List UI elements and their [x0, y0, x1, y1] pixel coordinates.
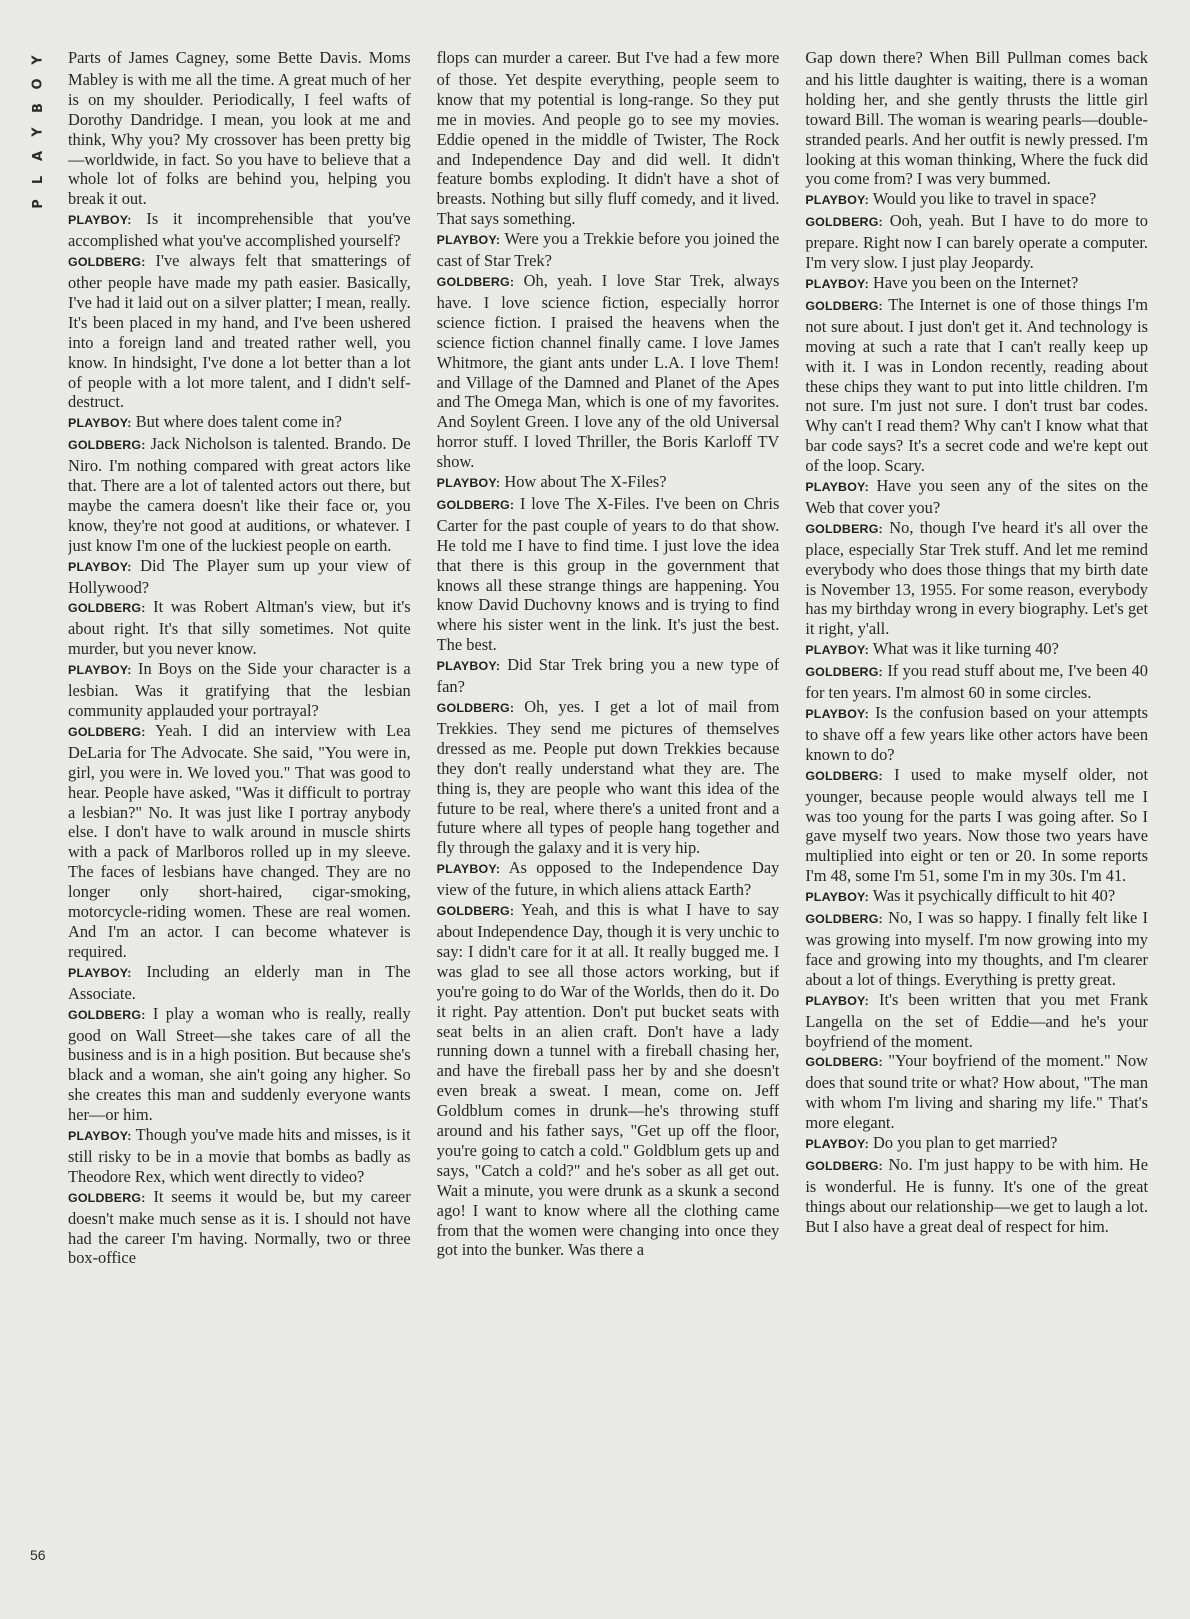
speaker-label: GOLDBERG:	[436, 497, 515, 512]
interview-paragraph	[805, 189, 1148, 211]
paragraph-text: I play a woman who is really, really good on Wall Street—she takes care of all the business and is in a high position. But because she's black and a woman, she ain't going any higher. So she creates this man and suddenly everyone wants her—or him.	[68, 1003, 411, 1125]
interview-paragraph	[68, 962, 411, 1004]
interview-paragraph	[437, 697, 780, 858]
paragraph-text: Gap down there? When Bill Pullman comes back and his little daughter is waiting, there is a woman holding her, and she gently thrusts the little girl toward Bill. The woman is wearing pearls—double-stranded pearls. And her outfit is newly pressed. I'm looking at this woman thinking, Where the fuck did you come from? I was very bummed.	[805, 48, 1149, 189]
paragraph-text: Have you seen any of the sites on the Web that cover you?	[805, 476, 1148, 517]
speaker-label: PLAYBOY:	[805, 643, 869, 658]
paragraph-text: Would you like to travel in space?	[872, 189, 1097, 209]
paragraph-text: Jack Nicholson is talented. Brando. De Niro. I'm nothing compared with great actors like that. There are a lot of talented actors out there, but maybe the camera doesn't like their face or, you know, they're not good at auditions, or whatever. I just know I'm one of the luckiest people on earth.	[68, 434, 411, 555]
paragraph-text: Do you plan to get married?	[873, 1133, 1058, 1153]
paragraph-text: Did Star Trek bring you a new type of fan?	[436, 655, 780, 697]
interview-paragraph	[805, 886, 1148, 908]
speaker-label: GOLDBERG:	[436, 904, 515, 919]
speaker-label: GOLDBERG:	[68, 1190, 146, 1205]
paragraph-text: It seems it would be, but my career doesn't make much sense as it is. I should not have had the career I'm having. Normally, two or three box-office	[68, 1186, 411, 1268]
paragraph-text: It's been written that you met Frank Langella on the set of Eddie—and he's your boyfriend of the moment.	[805, 989, 1149, 1051]
interview-paragraph	[805, 48, 1148, 189]
speaker-label: PLAYBOY:	[68, 1129, 132, 1144]
speaker-label: PLAYBOY:	[68, 559, 132, 574]
paragraph-text: Including an elderly man in The Associate.	[68, 961, 411, 1003]
speaker-label: PLAYBOY:	[805, 276, 869, 291]
speaker-label: GOLDBERG:	[68, 1007, 146, 1022]
interview-paragraph	[805, 703, 1148, 765]
paragraph-text: I love The X-Files. I've been on Chris Carter for the past couple of years to do that show. He told me I have to find time. I just love the idea that there is this group in the government that knows all these strange things are happening. You know David Duchovny knows and is trying to find where his sister went in the link. It's just the best. The best.	[436, 493, 780, 655]
paragraph-text: Though you've made hits and misses, is it still risky to be in a movie that bombs as badly as Theodore Rex, which went directly to video?	[68, 1125, 411, 1186]
paragraph-text: Is the confusion based on your attempts to shave off a few years like other actors have been known to do?	[805, 703, 1149, 764]
paragraph-text: No, though I've heard it's all over the place, especially Star Trek stuff. And let me remind everybody who does those things that my birth date is November 13, 1955. For some reason, everybody has my birthday wrong in every biography. Let's get it right, y'all.	[805, 517, 1149, 639]
paragraph-text: In Boys on the Side your character is a lesbian. Was it gratifying that the lesbian community applauded your portrayal?	[68, 659, 411, 720]
paragraph-text: flops can murder a career. But I've had a few more of those. Yet despite everything, people seem to know that my potential is long-range. So they put me in movies. And people go to see my movies. Eddie opened in the middle of Twister, The Rock and Independence Day and did well. It didn't feature bombs exploding. It didn't have a shot of breasts. Nothing but silly fluff comedy, and it lived. That says something.	[436, 48, 780, 229]
speaker-label: PLAYBOY:	[68, 965, 132, 980]
speaker-label: PLAYBOY:	[436, 659, 501, 674]
speaker-label: GOLDBERG:	[805, 665, 883, 680]
speaker-label: GOLDBERG:	[805, 912, 883, 927]
sidebar-letter: A	[31, 150, 46, 162]
speaker-label: PLAYBOY:	[68, 416, 132, 431]
paragraph-text: Yeah, and this is what I have to say about Independence Day, though it is very unchic to say: I didn't care for it at all. It really bugged me. I was glad to see all those actors working, but if you're going to do War of the Worlds, then do it. Do it right. Pay attention. Don't put bucket seats with seat belts in an alien craft. Don't have a lady running down a tunnel with a fireball chasing her, and have the fireball pass her by and she doesn't even break a sweat. I mean, come on. Jeff Goldblum comes in drunk—he's throwing stuff around and his father says, "Get up off the floor, you're going to catch a cold." Goldblum gets up and says, "Catch a cold?" and he's sober as all get out. Wait a minute, you were drunk as a skunk a second ago! I want to know where all the clothing came from that the women were changing into once they got into the bunker. Was there a	[436, 900, 780, 1260]
interview-paragraph	[68, 209, 411, 251]
speaker-label: GOLDBERG:	[68, 601, 146, 616]
article-body	[68, 48, 1148, 1596]
speaker-label: PLAYBOY:	[436, 862, 501, 877]
sidebar-letter: O	[31, 78, 46, 90]
sidebar-letter: P	[31, 199, 46, 209]
paragraph-text: No, I was so happy. I finally felt like I was growing into myself. I'm now growing into my face and growing into my thoughts, and I'm clearer about a lot of things. Everything is pretty great.	[805, 908, 1149, 989]
interview-paragraph	[68, 721, 411, 962]
interview-paragraph	[437, 858, 780, 900]
interview-paragraph	[805, 295, 1148, 476]
speaker-label: GOLDBERG:	[68, 255, 146, 270]
paragraph-text: As opposed to the Independence Day view of the future, in which aliens attack Earth?	[436, 858, 780, 900]
interview-paragraph	[805, 273, 1148, 295]
speaker-label: PLAYBOY:	[805, 480, 869, 495]
interview-paragraph	[805, 908, 1148, 990]
interview-paragraph	[805, 639, 1148, 661]
speaker-label: GOLDBERG:	[805, 215, 883, 230]
speaker-label: GOLDBERG:	[436, 701, 515, 715]
paragraph-text: The Internet is one of those things I'm not sure about. I just don't get it. And technology is moving at such a rate that I can't really keep up with it. I was in London recently, reading about these chips they want to put into little children. I'm not sure. I'm just not sure. I don't trust bar codes. Why can't I read them? Why can't I know what that bar code says? It's a secret code and we're kept out of the loop. Scary.	[805, 294, 1149, 476]
speaker-label: GOLDBERG:	[805, 521, 883, 536]
interview-paragraph	[805, 518, 1148, 639]
speaker-label: PLAYBOY:	[805, 193, 869, 208]
speaker-label: PLAYBOY:	[68, 663, 132, 678]
interview-paragraph	[805, 476, 1148, 518]
interview-paragraph	[68, 1125, 411, 1187]
interview-paragraph	[68, 1187, 411, 1269]
speaker-label: PLAYBOY:	[436, 233, 501, 248]
paragraph-text: Yeah. I did an interview with Lea DeLaria for The Advocate. She said, "You were in, girl, you were in. We loved you." That was good to hear. People have asked, "Was it difficult to portray a lesbian?" No. It was just like I portray anybody else. I don't have to walk around in muscle shirts with a pack of Marlboros rolled up in my sleeve. The faces of lesbians have changed. They are no longer only short-haired, cigar-smoking, motorcycle-riding women. These are real women. And I'm an actor. I can become whatever is required.	[68, 720, 411, 961]
interview-paragraph	[805, 211, 1148, 273]
sidebar-letter: Y	[30, 127, 46, 137]
interview-paragraph	[68, 1004, 411, 1125]
paragraph-text: But where does talent come in?	[135, 412, 342, 432]
paragraph-text: Parts of James Cagney, some Bette Davis. Moms Mabley is with me all the time. A great much of her is on my shoulder. Periodically, I feel wafts of Dorothy Dandridge. I mean, you look at me and think, Why you? My crossover has been pretty big—worldwide, in fact. So you have to believe that a whole lot of folks are behind you, helping you break it out.	[68, 48, 411, 209]
paragraph-text: How about The X-Files?	[504, 472, 667, 492]
paragraph-text: Was it psychically difficult to hit 40?	[872, 886, 1116, 906]
column-1	[68, 48, 411, 1596]
speaker-label: GOLDBERG:	[436, 274, 515, 289]
interview-paragraph	[805, 661, 1148, 703]
paragraph-text: What was it like turning 40?	[872, 639, 1059, 659]
paragraph-text: If you read stuff about me, I've been 40 for ten years. I'm almost 60 in some circles.	[805, 661, 1149, 703]
sidebar-letter: B	[30, 103, 46, 113]
paragraph-text: Were you a Trekkie before you joined the cast of Star Trek?	[436, 229, 780, 271]
interview-paragraph	[805, 765, 1148, 886]
paragraph-text: No. I'm just happy to be with him. He is wonderful. He is funny. It's one of the great things about our relationship—we get to laugh a lot. But I also have a great deal of respect for him.	[805, 1154, 1149, 1236]
interview-paragraph	[437, 494, 780, 655]
interview-paragraph	[68, 251, 411, 412]
paragraph-text: Have you been on the Internet?	[873, 272, 1079, 292]
paragraph-text: Oh, yes. I get a lot of mail from Trekkies. They send me pictures of themselves dressed as me. People put down Trekkies because they don't really understand what they are. The thing is, they are people who want this idea of the future to be real, where there's a united front and a future where all types of people hang together and fly through the galaxy and it is very hip.	[436, 697, 780, 858]
interview-paragraph	[805, 990, 1148, 1052]
speaker-label: PLAYBOY:	[805, 993, 869, 1008]
sidebar-letter: Y	[30, 55, 46, 65]
speaker-label: GOLDBERG:	[805, 1158, 883, 1173]
paragraph-text: Oh, yeah. I love Star Trek, always have. I love science fiction, especially horror science fiction. I praised the heavens when the science fiction channel finally came. I love James Whitmore, the giant ants under L.A. I love Them! and Village of the Damned and Planet of the Apes and The Omega Man, which is one of my favorites. And Soylent Green. I love any of the old Universal horror stuff. I loved Thriller, the Boris Karloff TV show.	[436, 270, 780, 472]
speaker-label: PLAYBOY:	[805, 1137, 869, 1152]
paragraph-text: I used to make myself older, not younger, because people would always tell me I was too young for the parts I was going after. So I gave myself two years. Now those two years have multiplied into eight or ten or 20. In some reports I'm 48, some I'm 51, some I'm in my 30s. I'm 41.	[805, 764, 1149, 886]
interview-paragraph	[805, 1133, 1148, 1155]
paragraph-text: It was Robert Altman's view, but it's about right. It's that silly sometimes. Not quite murder, but you never know.	[68, 597, 411, 659]
interview-paragraph	[68, 434, 411, 555]
interview-paragraph	[68, 556, 411, 598]
speaker-label: GOLDBERG:	[805, 768, 883, 783]
speaker-label: PLAYBOY:	[436, 476, 501, 491]
interview-paragraph	[68, 597, 411, 659]
column-2	[437, 48, 780, 1596]
speaker-label: PLAYBOY:	[805, 707, 869, 721]
interview-paragraph	[68, 48, 411, 209]
speaker-label: GOLDBERG:	[68, 438, 146, 453]
speaker-label: GOLDBERG:	[805, 298, 883, 313]
interview-paragraph	[68, 412, 411, 434]
interview-paragraph	[437, 48, 780, 229]
interview-paragraph	[68, 659, 411, 721]
interview-paragraph	[437, 655, 780, 697]
interview-paragraph	[805, 1051, 1148, 1133]
interview-paragraph	[437, 271, 780, 472]
page-number: 56	[30, 1547, 46, 1563]
paragraph-text: I've always felt that smatterings of other people have made my path easier. Basically, I've had it laid out on a silver platter; I mean, really. It's been placed in my hand, and I've been ushered into a foreign land and treated rather well, you know. In hindsight, I've done a lot better than a lot of people with a lot more talent, and I didn't self-destruct.	[68, 251, 411, 412]
paragraph-text: Ooh, yeah. But I have to do more to prepare. Right now I can barely operate a computer. I'm very slow. I just play Jeopardy.	[805, 211, 1149, 273]
interview-paragraph	[437, 900, 780, 1260]
speaker-label: PLAYBOY:	[68, 213, 132, 228]
interview-paragraph	[437, 229, 780, 271]
interview-paragraph	[805, 1155, 1148, 1237]
paragraph-text: Is it incomprehensible that you've accomplished what you've accomplished yourself?	[68, 209, 411, 251]
paragraph-text: "Your boyfriend of the moment." Now does that sound trite or what? How about, "The man with whom I'm living and sharing my life." That's more elegant.	[805, 1051, 1149, 1133]
speaker-label: GOLDBERG:	[68, 724, 146, 739]
paragraph-text: Did The Player sum up your view of Hollywood?	[68, 555, 411, 597]
interview-paragraph	[437, 472, 780, 494]
speaker-label: PLAYBOY:	[805, 890, 869, 905]
sidebar-letter: L	[30, 175, 46, 185]
speaker-label: GOLDBERG:	[805, 1055, 883, 1070]
magazine-sidebar	[28, 48, 50, 216]
column-3	[805, 48, 1148, 1596]
